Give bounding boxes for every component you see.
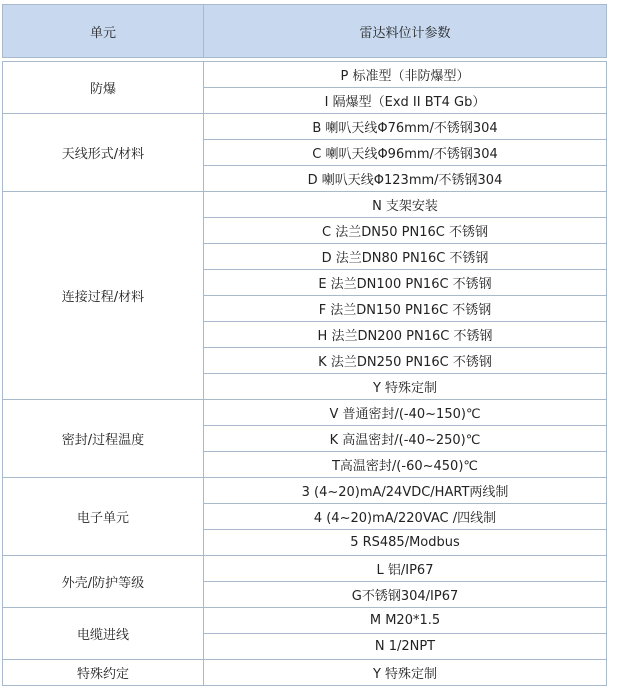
unit-cell: 防爆	[3, 62, 204, 114]
option-cell: V 普通密封/(-40~150)℃	[204, 400, 607, 426]
table-row	[3, 192, 607, 218]
option-cell: 4 (4~20)mA/220VAC /四线制	[204, 504, 607, 530]
option-cell: T高温密封/(-60~450)℃	[204, 452, 607, 478]
option-cell: G不锈钢304/IP67	[204, 582, 607, 608]
header-unit: 单元	[3, 5, 204, 58]
unit-cell: 特殊约定	[3, 660, 204, 686]
option-cell: H 法兰DN200 PN16C 不锈钢	[204, 322, 607, 348]
option-cell: C 喇叭天线Φ96mm/不锈钢304	[204, 140, 607, 166]
unit-cell: 电缆进线	[3, 608, 204, 660]
table-row	[3, 608, 607, 634]
option-cell: K 高温密封/(-40~250)℃	[204, 426, 607, 452]
table-header	[3, 5, 607, 58]
option-cell: E 法兰DN100 PN16C 不锈钢	[204, 270, 607, 296]
table-row	[3, 400, 607, 426]
option-cell: 5 RS485/Modbus	[204, 530, 607, 556]
unit-cell: 外壳/防护等级	[3, 556, 204, 608]
spec-table	[2, 4, 607, 686]
option-cell: Y 特殊定制	[204, 374, 607, 400]
table-row	[3, 478, 607, 504]
option-cell: N 支架安装	[204, 192, 607, 218]
option-cell: I 隔爆型（Exd II BT4 Gb）	[204, 88, 607, 114]
header-parameters: 雷达料位计参数	[204, 5, 607, 58]
option-cell: F 法兰DN150 PN16C 不锈钢	[204, 296, 607, 322]
option-cell: C 法兰DN50 PN16C 不锈钢	[204, 218, 607, 244]
unit-cell: 连接过程/材料	[3, 192, 204, 400]
option-cell: N 1/2NPT	[204, 634, 607, 660]
table-row	[3, 660, 607, 686]
header-row	[3, 5, 607, 58]
table-body	[3, 58, 607, 686]
table-row	[3, 62, 607, 88]
option-cell: 3 (4~20)mA/24VDC/HART两线制	[204, 478, 607, 504]
table-row	[3, 556, 607, 582]
option-cell: Y 特殊定制	[204, 660, 607, 686]
option-cell: D 喇叭天线Φ123mm/不锈钢304	[204, 166, 607, 192]
option-cell: L 铝/IP67	[204, 556, 607, 582]
option-cell: B 喇叭天线Φ76mm/不锈钢304	[204, 114, 607, 140]
option-cell: P 标准型（非防爆型）	[204, 62, 607, 88]
unit-cell: 电子单元	[3, 478, 204, 556]
option-cell: M M20*1.5	[204, 608, 607, 634]
table-row	[3, 114, 607, 140]
unit-cell: 天线形式/材料	[3, 114, 204, 192]
unit-cell: 密封/过程温度	[3, 400, 204, 478]
option-cell: K 法兰DN250 PN16C 不锈钢	[204, 348, 607, 374]
option-cell: D 法兰DN80 PN16C 不锈钢	[204, 244, 607, 270]
spec-table-wrapper	[2, 4, 607, 686]
